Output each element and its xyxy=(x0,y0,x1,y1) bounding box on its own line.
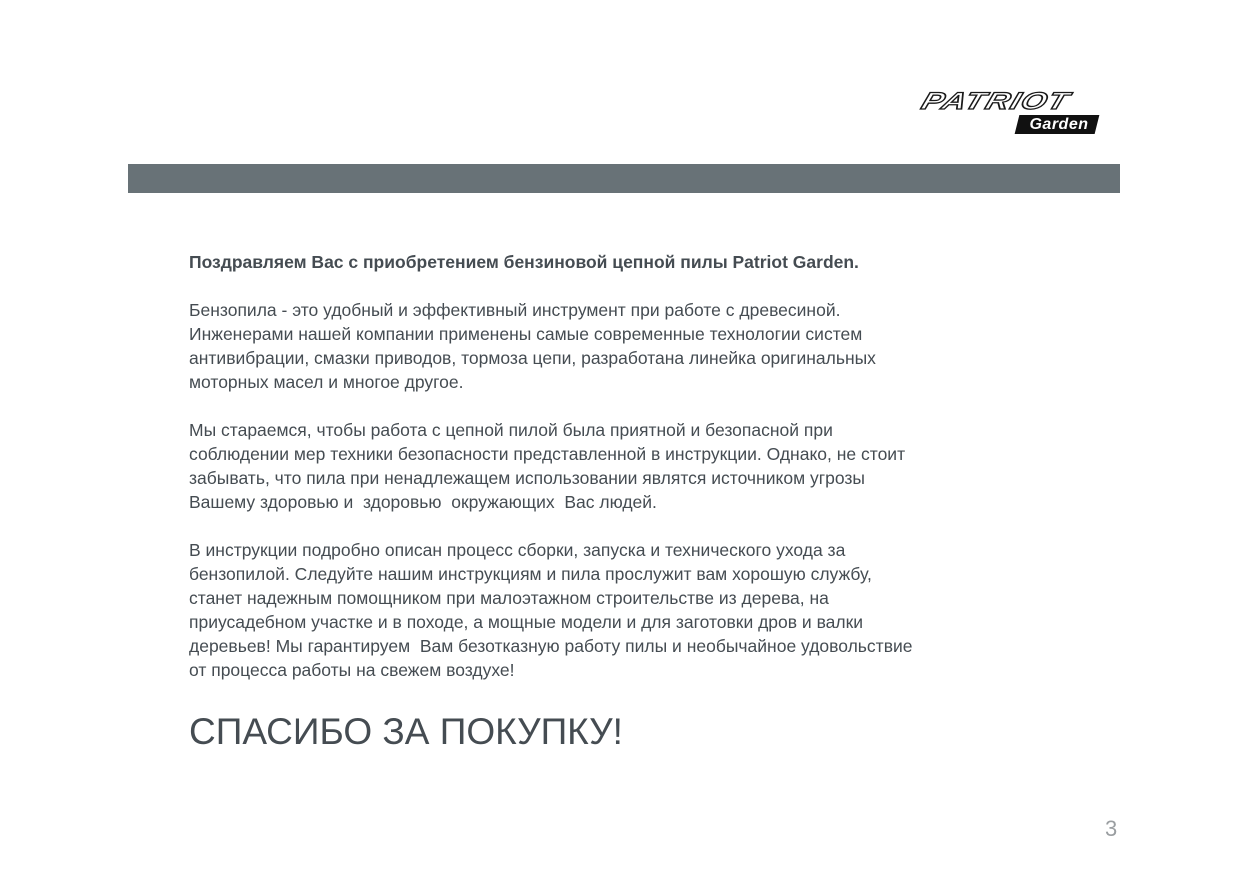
paragraph-line: моторных масел и многое другое. xyxy=(189,372,464,392)
paragraph-line: антивибрации, смазки приводов, тормоза цепи, разработана линейка оригинальных xyxy=(189,348,876,368)
thank-you-heading: СПАСИБО ЗА ПОКУПКУ! xyxy=(189,711,623,752)
paragraph-line: приусадебном участке и в походе, а мощные модели и для заготовки дров и валки xyxy=(189,612,864,632)
paragraph-line: бензопилой. Следуйте нашим инструкциям и пила прослужит вам хорошую службу, xyxy=(189,564,872,584)
paragraph-line: Вашему здоровью и здоровью окружающих Вас людей. xyxy=(189,492,657,512)
paragraph-line: соблюдении мер техники безопасности представленной в инструкции. Однако, не стоит xyxy=(189,444,906,464)
paragraph-line: Бензопила - это удобный и эффективный инструмент при работе с древесиной. xyxy=(189,300,841,320)
paragraph-2 xyxy=(189,418,1049,514)
paragraph-line: деревьев! Мы гарантируем Вам безотказную работу пилы и необычайное удовольствие xyxy=(189,636,913,656)
paragraph-line: от процесса работы на свежем воздухе! xyxy=(189,660,515,680)
paragraph-line: Мы стараемся, чтобы работа с цепной пилой была приятной и безопасной при xyxy=(189,420,833,440)
paragraph-line: Инженерами нашей компании применены самые современные технологии систем xyxy=(189,324,863,344)
paragraph-line: забывать, что пила при ненадлежащем использовании являтся источником угрозы xyxy=(189,468,865,488)
page-content xyxy=(189,250,1049,706)
paragraph-line: станет надежным помощником при малоэтажном строительстве из дерева, на xyxy=(189,588,829,608)
logo-sub-text: Garden xyxy=(1029,116,1089,133)
intro-title: Поздравляем Вас с приобретением бензиновой цепной пилы Patriot Garden. xyxy=(189,252,859,272)
paragraph-1 xyxy=(189,298,1049,394)
header-bar xyxy=(128,164,1120,193)
logo-brand-text: PATRIOT xyxy=(917,88,1074,115)
paragraph-line: В инструкции подробно описан процесс сборки, запуска и технического ухода за xyxy=(189,540,846,560)
paragraph-3 xyxy=(189,538,1049,682)
patriot-garden-logo xyxy=(917,88,1107,138)
page-number: 3 xyxy=(1105,816,1118,841)
